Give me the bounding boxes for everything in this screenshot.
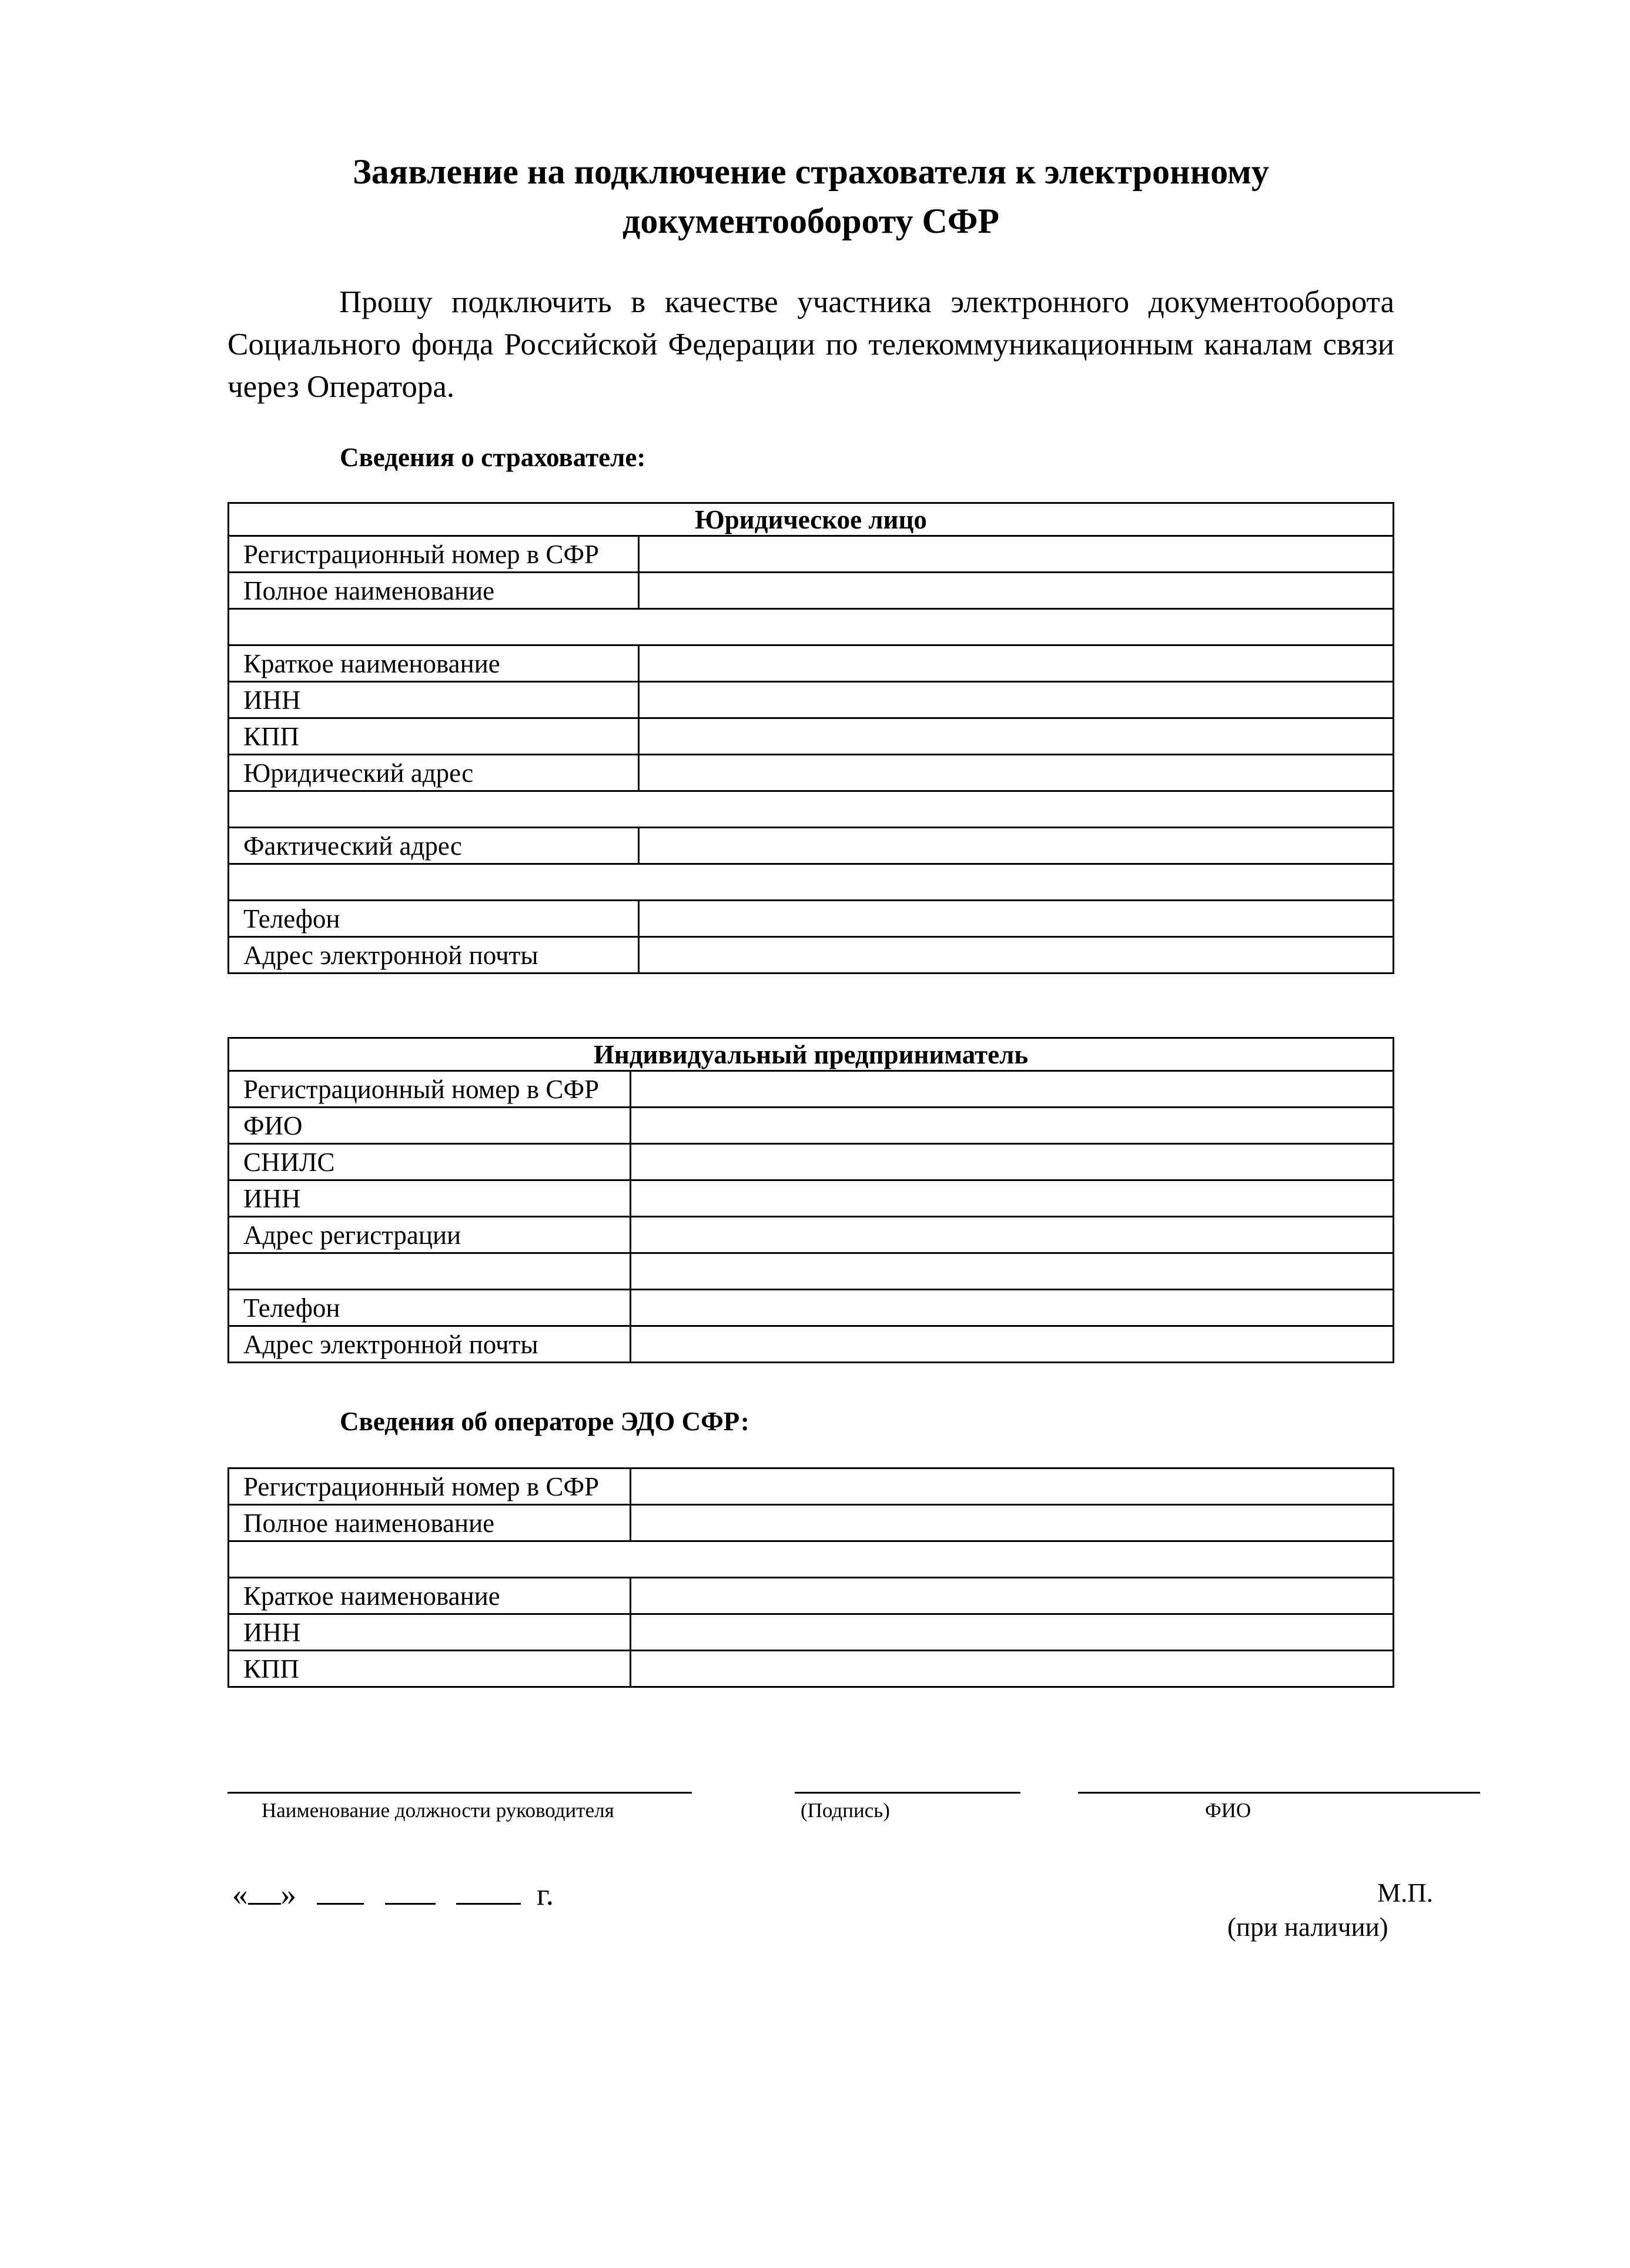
intro-paragraph: Прошу подключить в качестве участника электронного документооборота Социального фонда Российской Федерации по телекоммуникационным каналам связи через Оператора.: [227, 285, 1394, 404]
row-label: Телефон: [229, 1290, 631, 1326]
date-open-quote: «: [232, 1878, 248, 1912]
month-field-part-1[interactable]: [317, 1877, 364, 1905]
le-legal-address-field[interactable]: [639, 755, 1394, 791]
entrepreneur-table: [227, 1037, 1394, 1363]
table-row: [229, 1290, 1394, 1326]
row-label: Регистрационный номер в СФР: [229, 1071, 631, 1108]
op-registration-number-field[interactable]: [631, 1468, 1394, 1505]
table-row: [229, 1071, 1394, 1108]
le-legal-address-continuation-field[interactable]: [229, 791, 1394, 828]
row-label: ИНН: [229, 682, 639, 718]
position-signature-line[interactable]: [227, 1792, 692, 1794]
row-label: ФИО: [229, 1108, 631, 1144]
year-field[interactable]: [456, 1877, 521, 1905]
operator-section-heading: Сведения об операторе ЭДО СФР:: [340, 1407, 749, 1436]
le-kpp-field[interactable]: [639, 718, 1394, 755]
name-caption: ФИО: [1205, 1799, 1251, 1822]
position-caption: Наименование должности руководителя: [262, 1799, 614, 1822]
table-row: [229, 791, 1394, 828]
row-label: Адрес электронной почты: [229, 1326, 631, 1363]
stamp-note: (при наличии): [1227, 1912, 1388, 1942]
table-row: [229, 755, 1394, 791]
ie-registration-number-field[interactable]: [631, 1071, 1394, 1108]
table-row: [229, 573, 1394, 609]
le-email-field[interactable]: [639, 937, 1394, 974]
row-label: Телефон: [229, 901, 639, 937]
le-short-name-field[interactable]: [639, 645, 1394, 682]
year-suffix: г.: [537, 1878, 554, 1912]
row-label: ИНН: [229, 1614, 631, 1651]
row-label: Полное наименование: [229, 573, 639, 609]
le-registration-number-field[interactable]: [639, 536, 1394, 573]
signature-line[interactable]: [795, 1792, 1020, 1794]
row-label: Фактический адрес: [229, 828, 639, 864]
le-phone-field[interactable]: [639, 901, 1394, 937]
operator-table: [227, 1467, 1394, 1688]
table-header-row: [229, 1038, 1394, 1071]
document-title-line-2: документообороту СФР: [622, 202, 999, 240]
ie-snils-field[interactable]: [631, 1144, 1394, 1180]
insured-section-heading: Сведения о страхователе:: [340, 443, 646, 472]
row-label: СНИЛС: [229, 1144, 631, 1180]
le-inn-field[interactable]: [639, 682, 1394, 718]
day-field[interactable]: [248, 1877, 281, 1905]
legal-entity-table: [227, 502, 1394, 974]
table-row: [229, 901, 1394, 937]
ie-address-continuation-label-cell: [229, 1253, 631, 1290]
table-row: [229, 1541, 1394, 1578]
table-row: [229, 1144, 1394, 1180]
table-row: [229, 536, 1394, 573]
document-title: [227, 147, 1394, 246]
op-full-name-field[interactable]: [631, 1505, 1394, 1541]
table-row: [229, 682, 1394, 718]
row-label: КПП: [229, 718, 639, 755]
table-row: [229, 718, 1394, 755]
ie-email-field[interactable]: [631, 1326, 1394, 1363]
row-label: Регистрационный номер в СФР: [229, 1468, 631, 1505]
table-row: [229, 645, 1394, 682]
row-label: Краткое наименование: [229, 1578, 631, 1614]
table-row: [229, 937, 1394, 974]
name-signature-line[interactable]: [1078, 1792, 1480, 1794]
row-label: ИНН: [229, 1180, 631, 1217]
op-full-name-continuation-field[interactable]: [229, 1541, 1394, 1578]
table-header-row: [229, 503, 1394, 536]
le-actual-address-continuation-field[interactable]: [229, 864, 1394, 901]
row-label: Полное наименование: [229, 1505, 631, 1541]
op-kpp-field[interactable]: [631, 1651, 1394, 1687]
entrepreneur-header: Индивидуальный предприниматель: [229, 1038, 1394, 1071]
ie-registration-address-field[interactable]: [631, 1217, 1394, 1253]
row-label: Адрес электронной почты: [229, 937, 639, 974]
document-title-line-1: Заявление на подключение страхователя к электронному: [353, 152, 1269, 191]
row-label: КПП: [229, 1651, 631, 1687]
op-short-name-field[interactable]: [631, 1578, 1394, 1614]
row-label: Юридический адрес: [229, 755, 639, 791]
ie-inn-field[interactable]: [631, 1180, 1394, 1217]
row-label: Адрес регистрации: [229, 1217, 631, 1253]
op-inn-field[interactable]: [631, 1614, 1394, 1651]
signature-caption: (Подпись): [801, 1799, 890, 1822]
table-row: [229, 1505, 1394, 1541]
table-row: [229, 609, 1394, 645]
le-full-name-continuation-field[interactable]: [229, 609, 1394, 645]
ie-registration-address-continuation-field[interactable]: [631, 1253, 1394, 1290]
table-row: [229, 1651, 1394, 1687]
table-row: [229, 1108, 1394, 1144]
row-label: Краткое наименование: [229, 645, 639, 682]
table-row: [229, 828, 1394, 864]
row-label: Регистрационный номер в СФР: [229, 536, 639, 573]
ie-phone-field[interactable]: [631, 1290, 1394, 1326]
month-field-part-2[interactable]: [385, 1877, 436, 1905]
table-row: [229, 864, 1394, 901]
date-close-quote: »: [280, 1878, 296, 1912]
table-row: [229, 1578, 1394, 1614]
table-row: [229, 1253, 1394, 1290]
table-row: [229, 1614, 1394, 1651]
legal-entity-header: Юридическое лицо: [229, 503, 1394, 536]
date-line: [232, 1875, 554, 1914]
table-row: [229, 1468, 1394, 1505]
stamp-label: М.П.: [1377, 1878, 1434, 1908]
table-row: [229, 1217, 1394, 1253]
ie-full-name-field[interactable]: [631, 1108, 1394, 1144]
table-row: [229, 1326, 1394, 1363]
le-actual-address-field[interactable]: [639, 828, 1394, 864]
le-full-name-field[interactable]: [639, 573, 1394, 609]
table-row: [229, 1180, 1394, 1217]
